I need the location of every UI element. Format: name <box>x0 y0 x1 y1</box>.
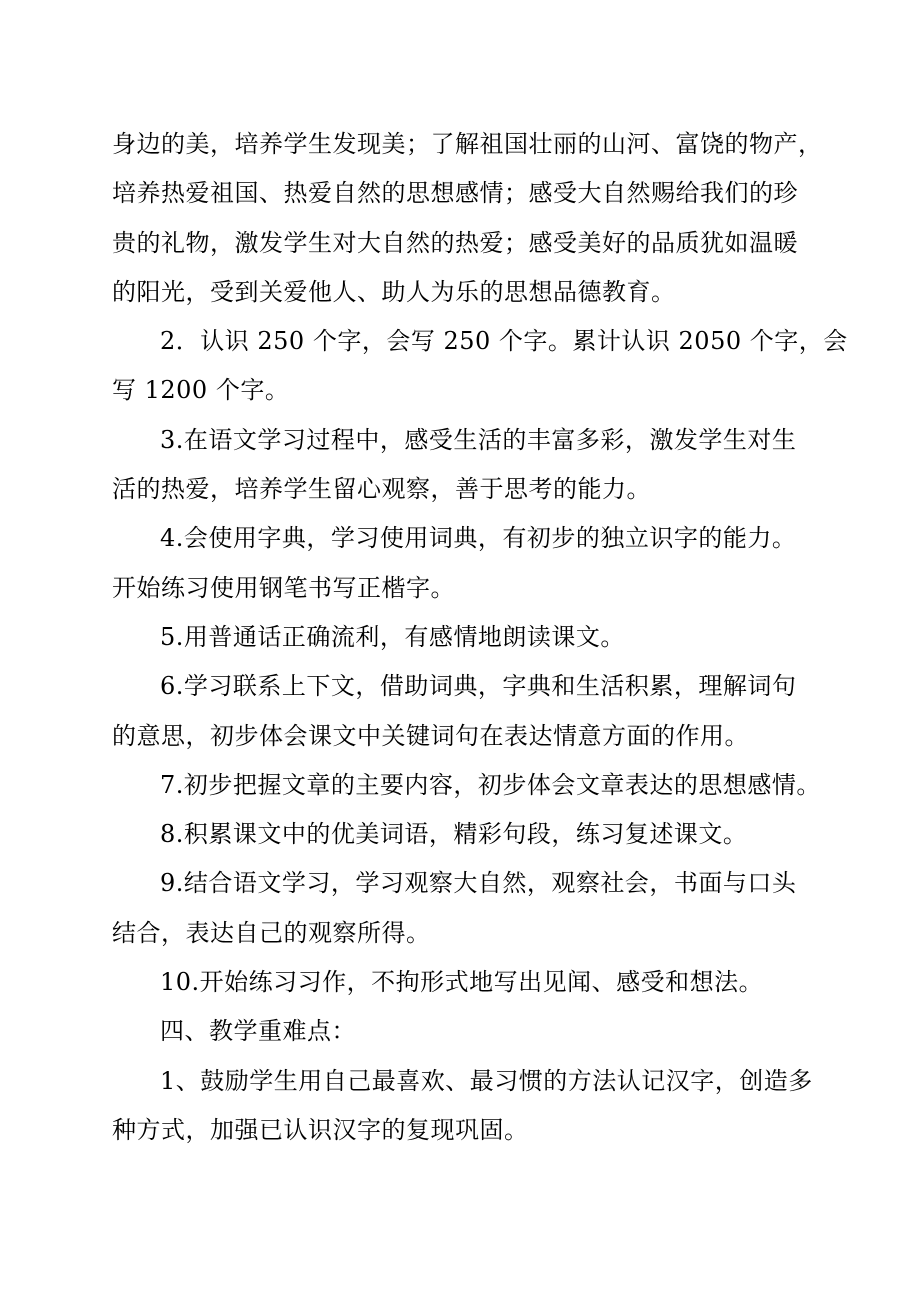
text-line: 四、教学重难点： <box>160 1017 356 1046</box>
text-line: 6.学习联系上下文，借助词典，字典和生活积累，理解词句 <box>160 672 797 701</box>
text-line: 9.结合语文学习，学习观察大自然，观察社会，书面与口头 <box>160 869 797 898</box>
text-line: 5.用普通话正确流利，有感情地朗读课文。 <box>160 622 625 651</box>
paragraph-p-key-1 <box>112 1057 812 1156</box>
document-body <box>112 120 848 1155</box>
paragraph-p-3 <box>112 416 812 515</box>
text-line: 写 1200 个字。 <box>112 376 290 405</box>
section-heading <box>112 1007 812 1056</box>
text-line: 的阳光，受到关爱他人、助人为乐的思想品德教育。 <box>112 277 676 306</box>
text-line: 3.在语文学习过程中，感受生活的丰富多彩，激发学生对生 <box>160 425 797 454</box>
paragraph-p-7 <box>112 761 821 810</box>
paragraph-p-9 <box>112 859 812 958</box>
paragraph-p-intro-cont <box>112 120 823 317</box>
text-line: 开始练习使用钢笔书写正楷字。 <box>112 573 455 602</box>
text-line: 2．认识 250 个字，会写 250 个字。累计认识 2050 个字，会 <box>160 327 848 356</box>
paragraph-p-5 <box>112 613 812 662</box>
paragraph-p-6 <box>112 662 812 761</box>
text-line: 10.开始练习习作，不拘形式地写出见闻、感受和想法。 <box>160 968 764 997</box>
text-line: 结合，表达自己的观察所得。 <box>112 918 431 947</box>
text-line: 的意思，初步体会课文中关键词句在表达情意方面的作用。 <box>112 721 749 750</box>
text-line: 4.会使用字典，学习使用词典，有初步的独立识字的能力。 <box>160 524 797 553</box>
text-line: 1、鼓励学生用自己最喜欢、最习惯的方法认记汉字，创造多 <box>160 1066 813 1095</box>
text-line: 8.积累课文中的优美词语，精彩句段，练习复述课文。 <box>160 820 748 849</box>
paragraph-p-8 <box>112 810 812 859</box>
text-line: 贵的礼物，激发学生对大自然的热爱；感受美好的品质犹如温暖 <box>112 228 798 257</box>
text-line: 身边的美，培养学生发现美；了解祖国壮丽的山河、富饶的物产， <box>112 130 823 158</box>
text-line: 培养热爱祖国、热爱自然的思想感情；感受大自然赐给我们的珍 <box>112 179 798 208</box>
paragraph-p-2 <box>112 317 848 416</box>
text-line: 种方式，加强已认识汉字的复现巩固。 <box>112 1115 529 1144</box>
paragraph-p-4 <box>112 514 812 613</box>
text-line: 活的热爱，培养学生留心观察，善于思考的能力。 <box>112 475 651 504</box>
paragraph-p-10 <box>112 958 812 1007</box>
text-line: 7.初步把握文章的主要内容，初步体会文章表达的思想感情。 <box>160 770 821 799</box>
